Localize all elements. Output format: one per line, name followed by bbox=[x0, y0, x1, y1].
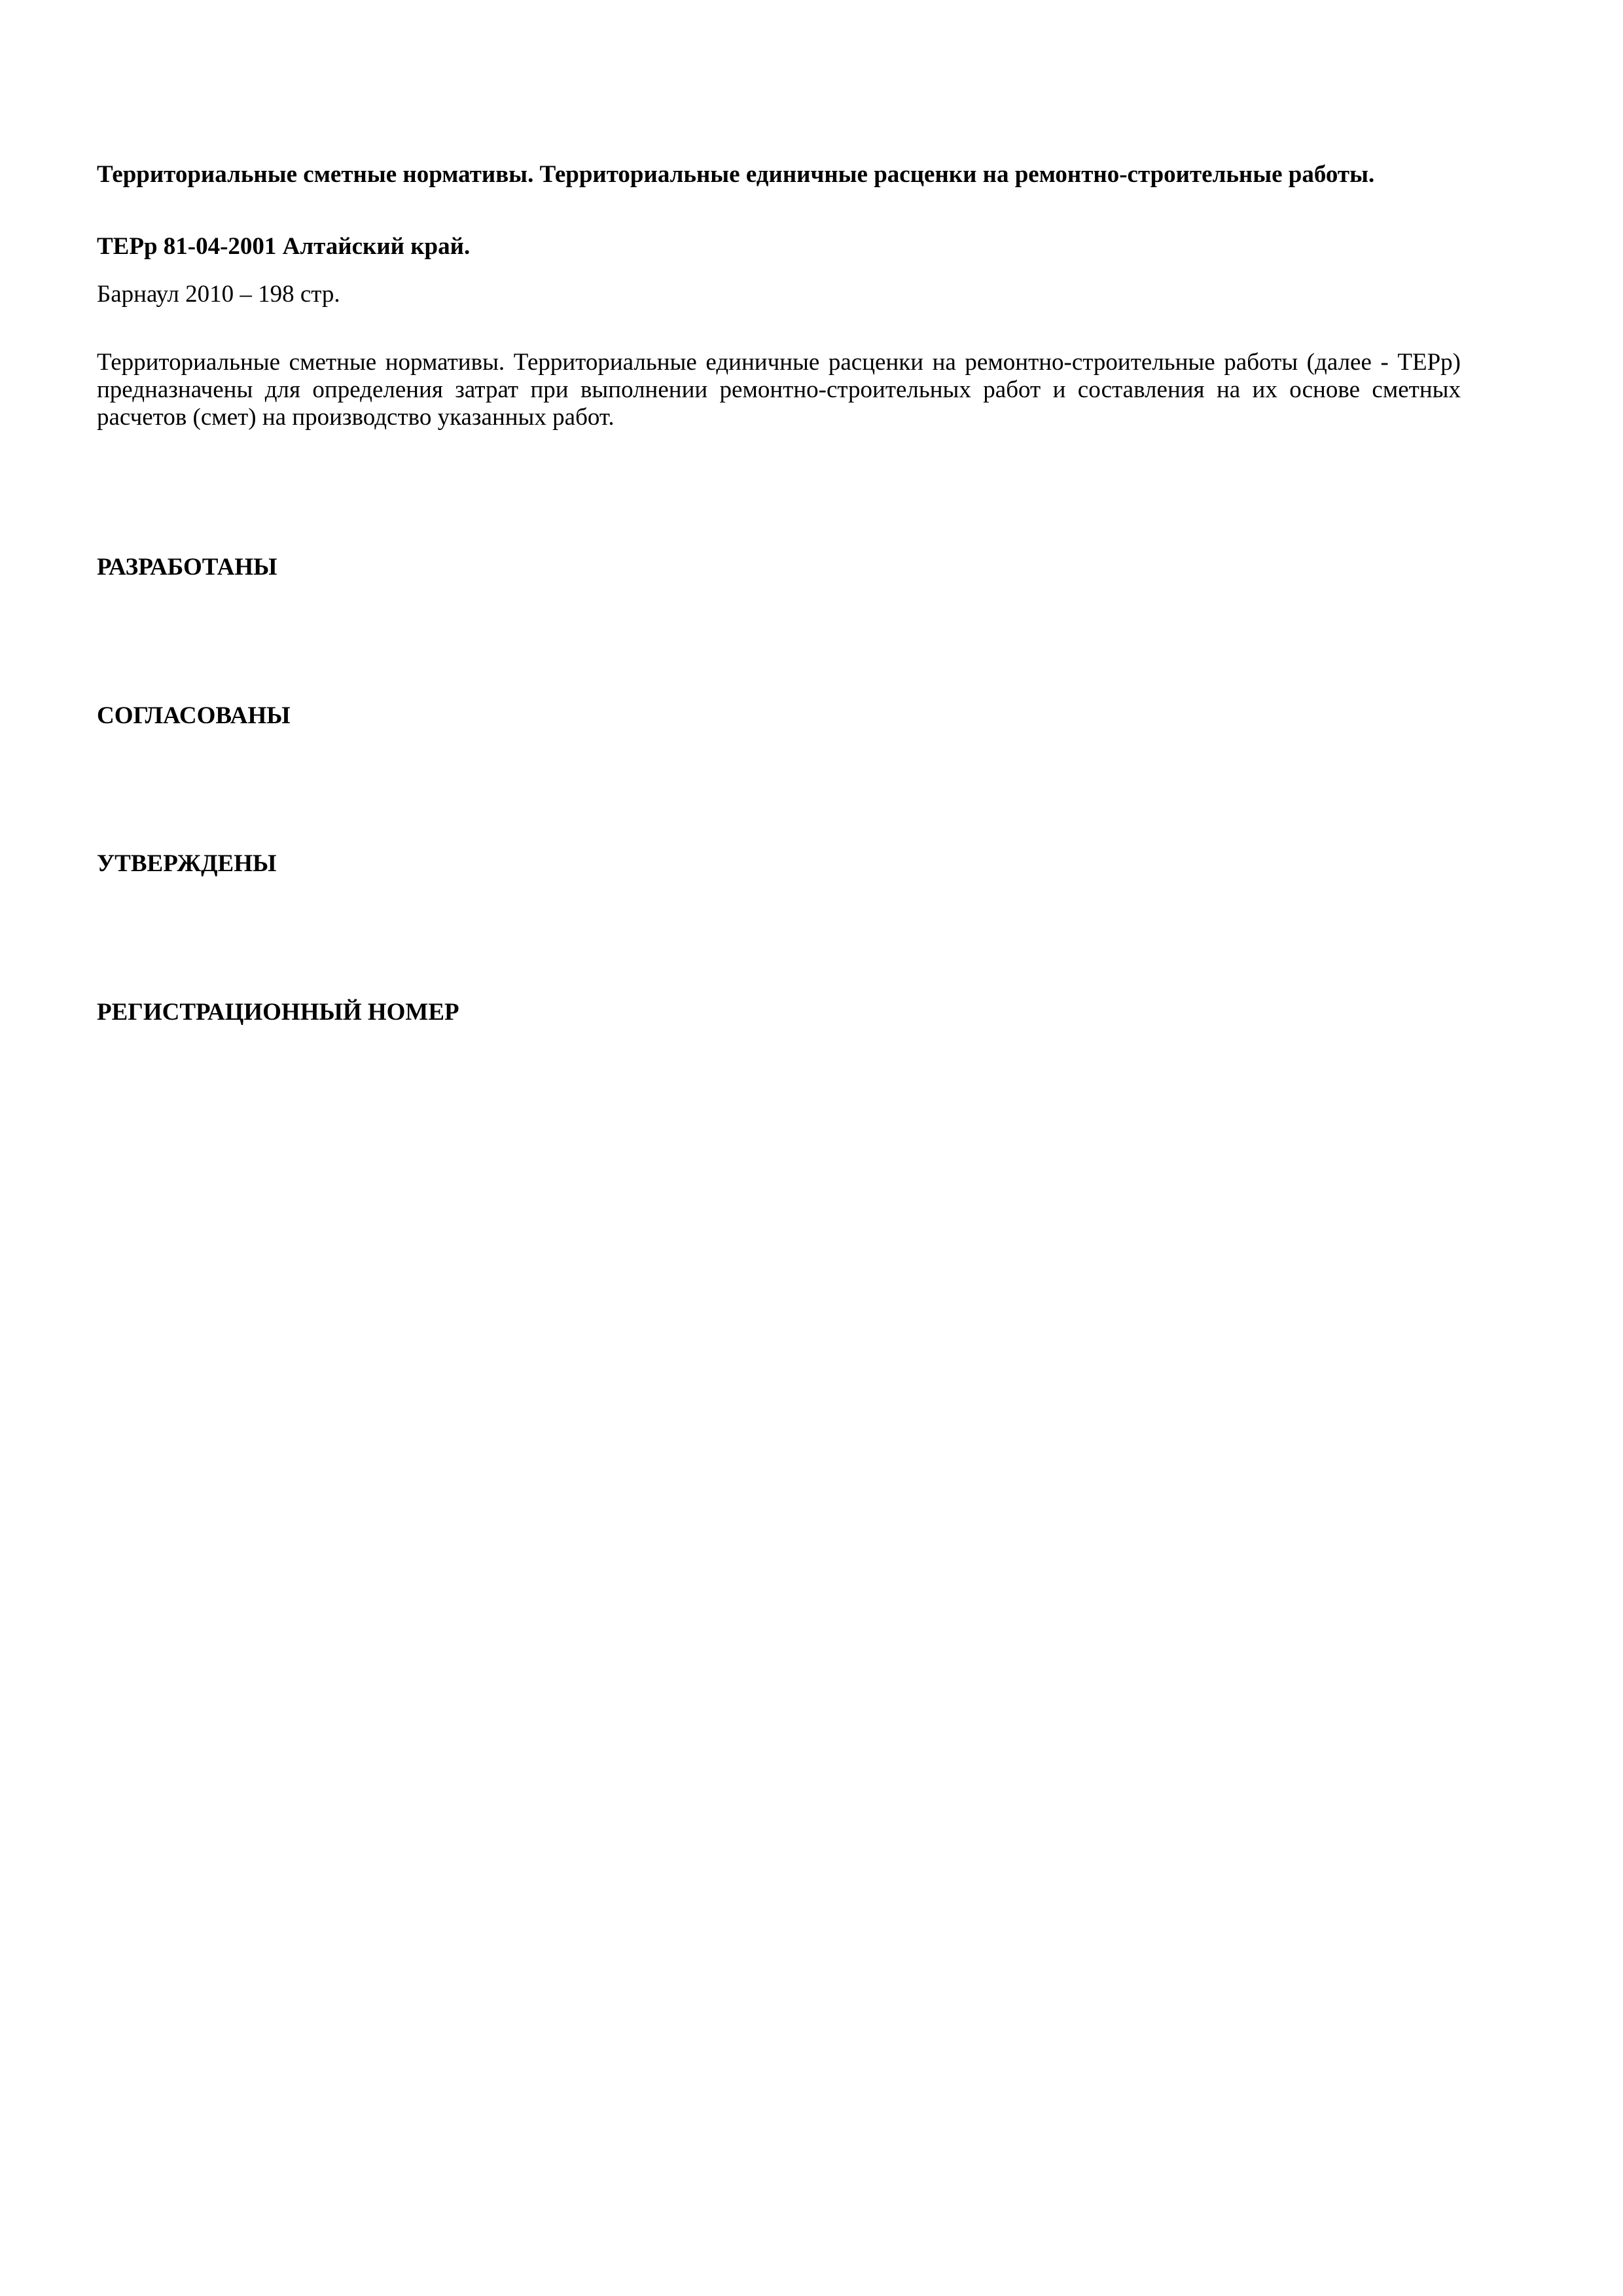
section-agreed: СОГЛАСОВАНЫ bbox=[97, 702, 291, 729]
document-title: Территориальные сметные нормативы. Территориальные единичные расценки на ремонтно-строительные работы. bbox=[97, 161, 1375, 188]
section-developed: РАЗРАБОТАНЫ bbox=[97, 554, 277, 581]
document-code: ТЕРр 81-04-2001 Алтайский край. bbox=[97, 233, 471, 260]
document-description: Территориальные сметные нормативы. Территориальные единичные расценки на ремонтно-строительные работы (далее - ТЕРр) предназначены для определения затрат при выполнении ремонтно-строительных работ и составления на их основе сметных расчетов (смет) на производство указанных работ. bbox=[97, 349, 1461, 431]
document-imprint: Барнаул 2010 – 198 стр. bbox=[97, 281, 340, 308]
section-approved: УТВЕРЖДЕНЫ bbox=[97, 850, 277, 877]
section-registration-number: РЕГИСТРАЦИОННЫЙ НОМЕР bbox=[97, 999, 459, 1026]
